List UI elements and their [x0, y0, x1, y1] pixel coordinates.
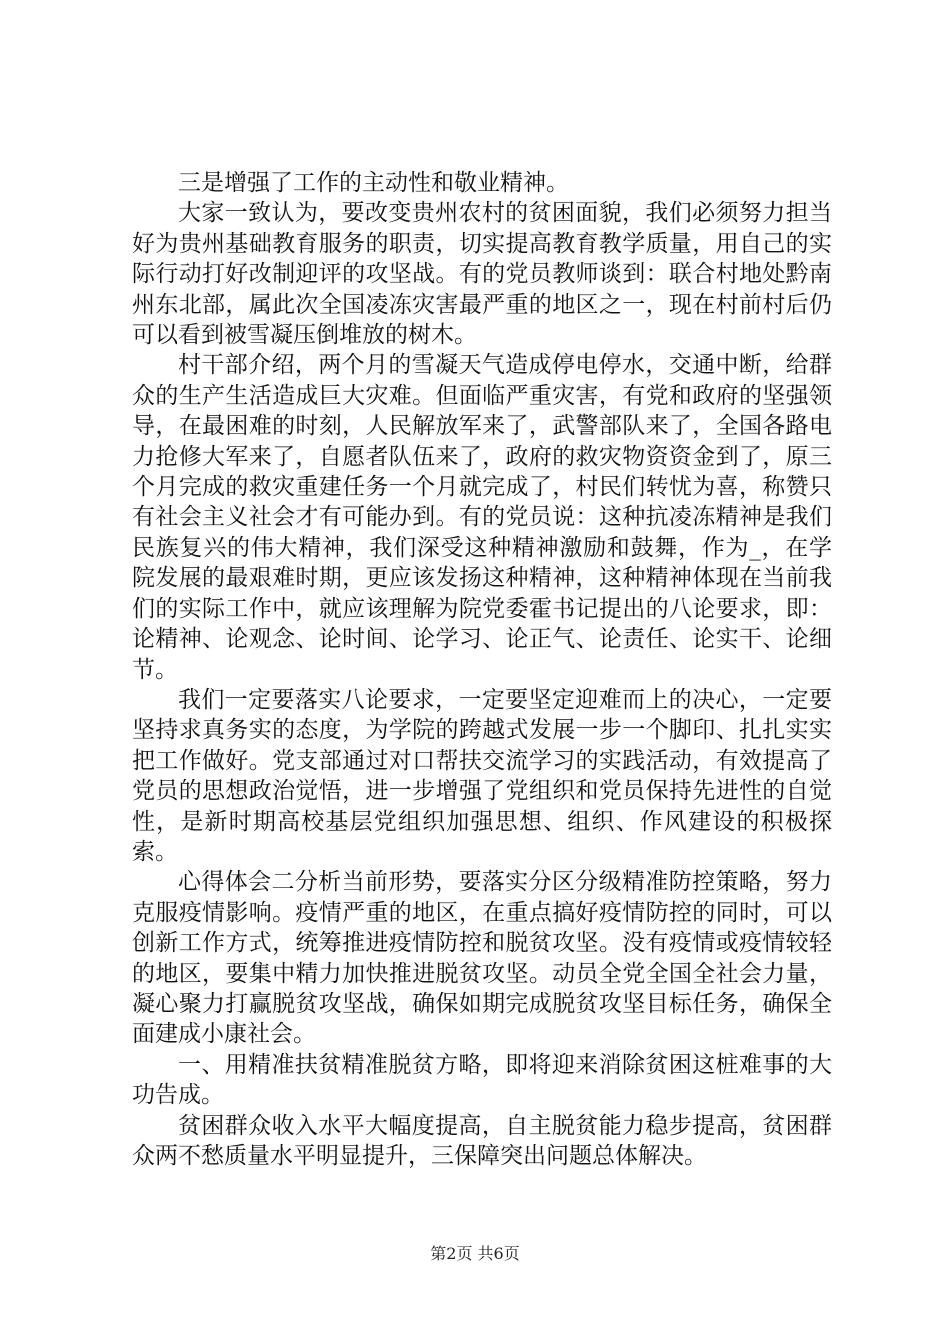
page-number-footer: 第2页 共6页	[430, 1244, 520, 1263]
paragraph-5: 心得体会二分析当前形势，要落实分区分级精准防控策略，努力克服疫情影响。疫情严重的地区，在重点搞好疫情防控的同时，可以创新工作方式，统筹推进疫情防控和脱贫攻坚。没有疫情或疫情较轻的地区，要集中精力加快推进脱贫攻坚。动员全党全国全社会力量，凝心聚力打赢脱贫攻坚战，确保如期完成脱贫攻坚目标任务，确保全面建成小康社会。	[132, 869, 832, 1048]
paragraph-6: 一、用精准扶贫精准脱贫方略，即将迎来消除贫困这桩难事的大功告成。	[132, 1051, 832, 1109]
paragraph-1: 三是增强了工作的主动性和敬业精神。	[178, 170, 569, 196]
paragraph-7: 贫困群众收入水平大幅度提高，自主脱贫能力稳步提高，贫困群众两不愁质量水平明显提升，三保障突出问题总体解决。	[132, 1112, 832, 1169]
paragraph-3: 村干部介绍，两个月的雪凝天气造成停电停水，交通中断，给群众的生产生活造成巨大灾难。但面临严重灾害，有党和政府的坚强领导，在最困难的时刻，人民解放军来了，武警部队来了，全国各路电力抢修大军来了，自愿者队伍来了，政府的救灾物资资金到了，原三个月完成的救灾重建任务一个月就完成了，村民们转忧为喜，称赞只有社会主义社会才有可能办到。有的党员说：这种抗凌冻精神是我们民族复兴的伟大精神，我们深受这种精神激励和鼓舞，作为_，在学院发展的最艰难时期，更应该发扬这种精神，这种精神体现在当前我们的实际工作中，就应该理解为院党委霍书记提出的八论要求，即：论精神、论观念、论时间、论学习、论正气、论责任、论实干、论细节。	[132, 352, 832, 683]
paragraph-4: 我们一定要落实八论要求，一定要坚定迎难而上的决心，一定要坚持求真务实的态度，为学院的跨越式发展一步一个脚印、扎扎实实把工作做好。党支部通过对口帮扶交流学习的实践活动，有效提高了党员的思想政治觉悟，进一步增强了党组织和党员保持先进性的自觉性，是新时期高校基层党组织加强思想、组织、作风建设的积极探索。	[132, 686, 832, 865]
document-body	[132, 168, 832, 1171]
paragraph-2: 大家一致认为，要改变贵州农村的贫困面貌，我们必须努力担当好为贵州基础教育服务的职责，切实提高教育教学质量，用自己的实际行动打好改制迎评的攻坚战。有的党员教师谈到：联合村地处黔南州东北部，属此次全国凌冻灾害最严重的地区之一，现在村前村后仍可以看到被雪凝压倒堆放的树木。	[132, 200, 832, 349]
